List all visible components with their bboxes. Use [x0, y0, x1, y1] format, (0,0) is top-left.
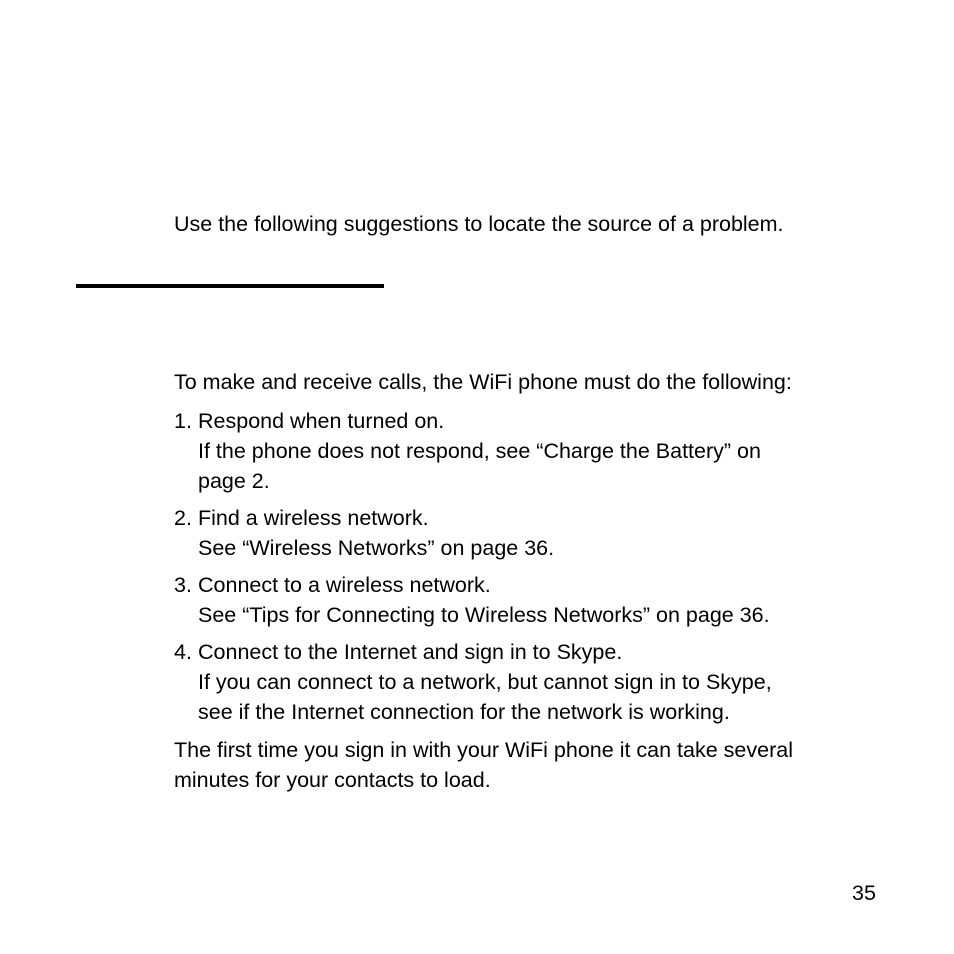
step-detail: See “Wireless Networks” on page 36. [198, 536, 555, 560]
step-detail: If you can connect to a network, but cannot sign in to Skype, see if the Internet connection for the network is working. [198, 670, 772, 724]
step-detail: See “Tips for Connecting to Wireless Networks” on page 36. [198, 603, 770, 627]
steps-lead-paragraph: To make and receive calls, the WiFi phone must do the following: [174, 370, 792, 394]
step-number: 3. [174, 573, 192, 597]
step-body [198, 570, 894, 630]
step-body [198, 637, 894, 727]
list-item [174, 637, 894, 727]
step-title: Connect to the Internet and sign in to Skype. [198, 640, 623, 664]
step-number: 1. [174, 409, 192, 433]
section-rule [76, 284, 384, 288]
step-detail: If the phone does not respond, see “Charge the Battery” on page 2. [198, 439, 761, 493]
step-title: Connect to a wireless network. [198, 573, 491, 597]
step-title: Respond when turned on. [198, 409, 445, 433]
page-number: 35 [852, 881, 876, 905]
intro-paragraph: Use the following suggestions to locate the source of a problem. [174, 212, 784, 236]
troubleshooting-steps-list [174, 406, 894, 734]
list-item [174, 570, 894, 630]
list-item [174, 406, 894, 496]
contacts-load-note: The first time you sign in with your WiFi phone it can take several minutes for your contacts to load. [174, 738, 793, 792]
step-body [198, 503, 894, 563]
step-number: 2. [174, 506, 192, 530]
step-title: Find a wireless network. [198, 506, 429, 530]
step-number: 4. [174, 640, 192, 664]
step-body [198, 406, 894, 496]
list-item [174, 503, 894, 563]
